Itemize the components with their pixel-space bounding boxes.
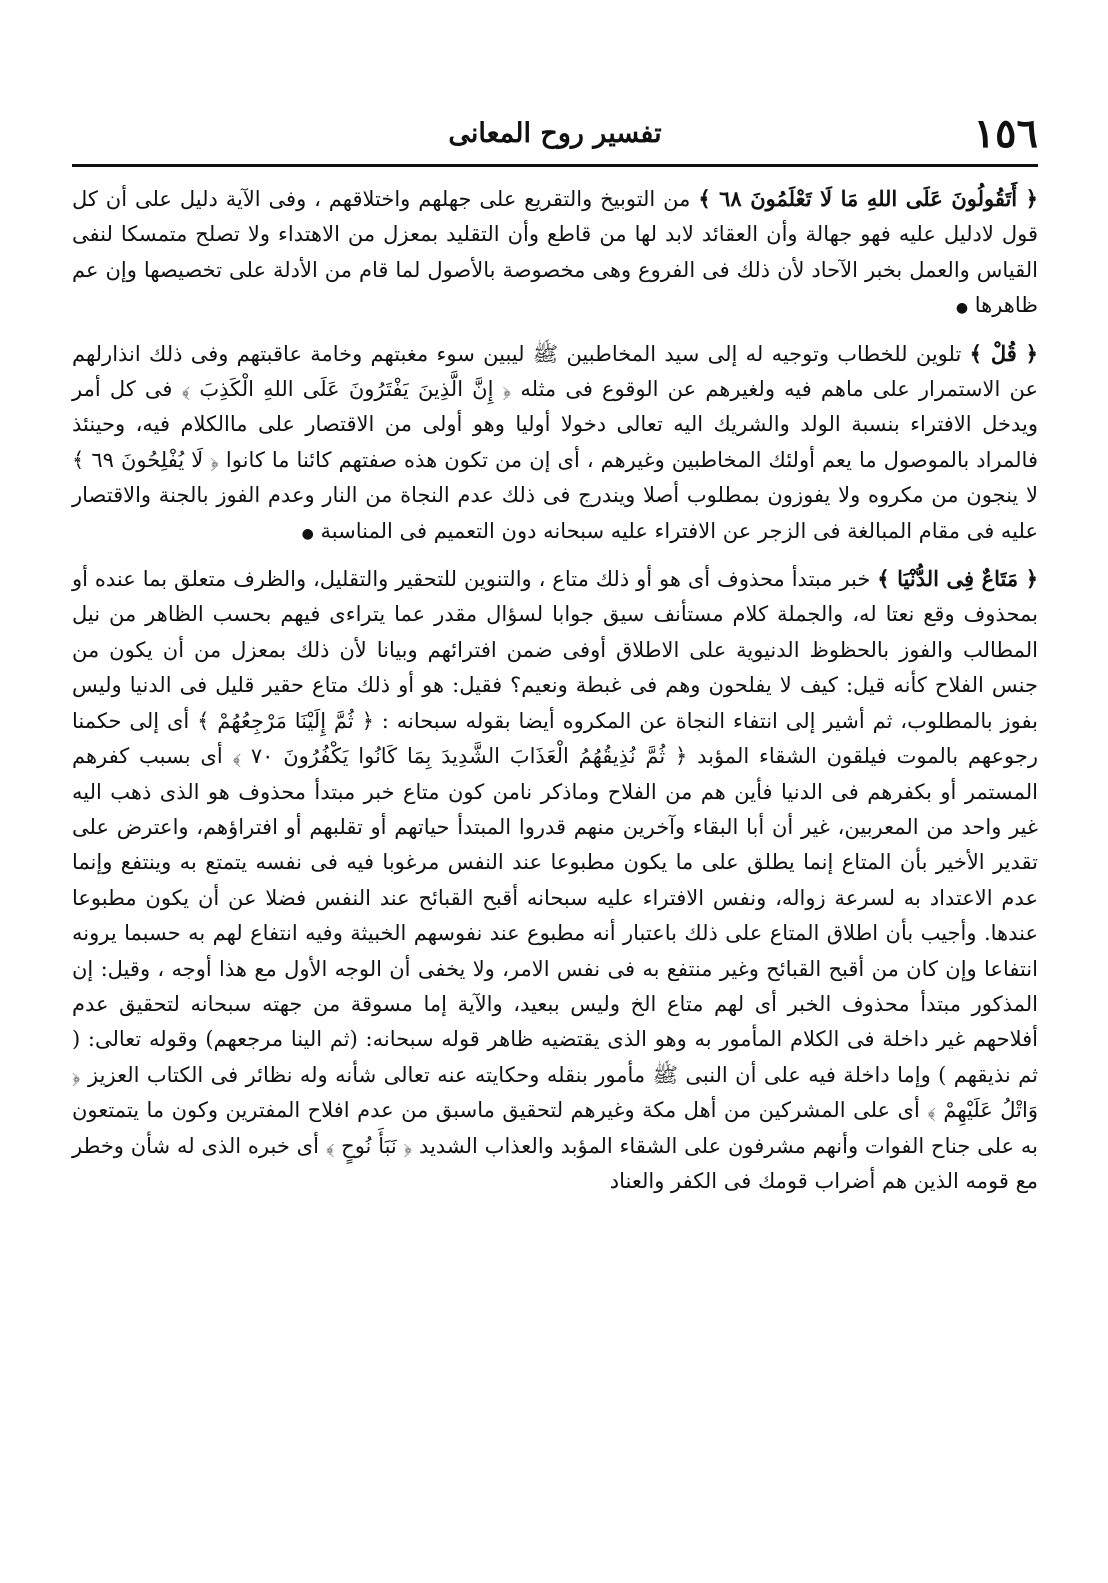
quran-quote: ﴿ مَتَاعٌ فِى الدُّنْيَا ﴾: [877, 566, 1039, 592]
paragraph-end-mark: ●: [301, 525, 314, 542]
running-title: تفسير روح المعانى: [448, 118, 662, 149]
paragraph-text: من التوبيخ والتقريع على جهلهم واختلاقهم ، وفى الآية دليل على أن كل قول لادليل عليه فهو جهالة وأن العقائد لابد لها من قاطع وأن التقليد بمعزل من الاهتداء ولا تصلح متمسكا لنفى القياس والعمل بخبر الآحاد لأن ذلك فى الفروع وهى مخصوصة بالأصول لما قام من الأدلة على تخصيصها وإن عم ظاهرها: [72, 187, 1038, 318]
header-rule: [72, 164, 1038, 167]
paragraph: [72, 561, 1038, 1202]
page-body: [72, 181, 1038, 1202]
page-header: [72, 108, 1038, 160]
paragraph: [72, 181, 1038, 327]
paragraph-text: تلوين للخطاب وتوجيه له إلى سيد المخاطبين ﷺ ليبين سوء مغبتهم وخامة عاقبتهم وفى ذلك انذارلهم عن الاستمرار على ماهم فيه ولغيرهم عن الوقوع فى مثله ﴿ إِنَّ الَّذِينَ يَفْتَرُونَ عَلَى اللهِ الْكَذِبَ ﴾ فى كل أمر ويدخل الافتراء بنسبة الولد والشريك اليه تعالى دخولا أوليا وهو أولى من الاقتصار على ماالكلام فيه، وحينئذ فالمراد بالموصول ما يعم أولئك المخاطبين وغيرهم ، أى إن من تكون هذه صفتهم كائنا ما كانوا ﴿ لَا يُفْلِحُونَ ٦٩ ﴾ لا ينجون من مكروه ولا يفوزون بمطلوب أصلا ويندرج فى ذلك عدم النجاة من النار وعدم الفوز بالجنة والاقتصار عليه فى مقام المبالغة فى الزجر عن الافتراء عليه سبحانه دون التعميم فى المناسبة: [72, 341, 1038, 543]
paragraph-text: خبر مبتدأ محذوف أى هو أو ذلك متاع ، والتنوين للتحقير والتقليل، والظرف متعلق بما عنده أو بمحذوف وقع نعتا له، والجملة كلام مستأنف سيق جوابا لسؤال مقدر عما يتراءى فيهم بحسب الظاهر من نيل المطالب والفوز بالحظوظ الدنيوية على الاطلاق أوفى ضمن افترائهم وبيانا لأن ذلك بمعزل من أن يكون من جنس الفلاح كأنه قيل: كيف لا يفلحون وهم فى غبطة ونعيم؟ فقيل: هو أو ذلك متاع حقير قليل فى الدنيا وليس بفوز بالمطلوب، ثم أشير إلى انتفاء النجاة عن المكروه أيضا بقوله سبحانه : ﴿ ثُمَّ إِلَيْنَا مَرْجِعُهُمْ ﴾ أى إلى حكمنا رجوعهم بالموت فيلقون الشقاء المؤبد ﴿ ثُمَّ نُذِيقُهُمُ الْعَذَابَ الشَّدِيدَ بِمَا كَانُوا يَكْفُرُونَ ٧٠ ﴾ أى بسبب كفرهم المستمر أو بكفرهم فى الدنيا فأين هم من الفلاح وماذكر نامن كون متاع خبر مبتدأ محذوف هو الذى ذهب اليه غير واحد من المعربين، غير أن أبا البقاء وآخرين منهم قدروا المبتدأ حياتهم أو تقلبهم أو افتراؤهم، واعترض على تقدير الأخير بأن المتاع إنما يطلق على ما يكون مطبوعا عند النفس مرغوبا فيه فى نفسه يتمتع به وينتفع وإنما عدم الاعتداد به لسرعة زواله، ونفس الافتراء عليه سبحانه أقبح القبائح عند النفس فضلا عن أن يكون مطبوعا عندها. وأجيب بأن اطلاق المتاع على ذلك باعتبار أنه مطبوع عند نفوسهم الخبيثة وفيه انتفاع لهم به حسبما يرونه انتفاعا وإن كان من أقبح القبائح وغير منتفع به فى نفس الامر، ولا يخفى أن الوجه الأول مع هذا أوجه ، وقيل: إن المذكور مبتدأ محذوف الخبر أى لهم متاع الخ وليس ببعيد، والآية إما مسوقة من جهته سبحانه لتحقيق عدم أفلاحهم غير داخلة فى الكلام المأمور به وهو الذى يقتضيه ظاهر قوله سبحانه: (ثم الينا مرجعهم) وقوله تعالى: ( ثم نذيقهم ) وإما داخلة فيه على أن النبى ﷺ مأمور بنقله وحكايته عنه تعالى شأنه وله نظائر فى الكتاب العزيز ﴿ وَاتْلُ عَلَيْهِمْ ﴾ أى على المشركين من أهل مكة وغيرهم لتحقيق ماسبق من عدم افلاح المفترين وكون ما يتمتعون به على جناح الفوات وأنهم مشرفون على الشقاء المؤبد والعذاب الشديد ﴿ نَبَأَ نُوحٍ ﴾ أى خبره الذى له شأن وخطر مع قومه الذين هم أضراب قومك فى الكفر والعناد: [72, 567, 1039, 1193]
quran-quote: ﴿ أَتَقُولُونَ عَلَى اللهِ مَا لَا تَعْلَمُونَ ٦٨ ﴾: [698, 186, 1038, 211]
book-page: [72, 108, 1038, 1202]
quran-quote: ﴿ قُلْ ﴾: [969, 340, 1038, 366]
paragraph-end-mark: ●: [955, 300, 969, 317]
paragraph: [72, 336, 1038, 552]
page-number: ١٥٦: [973, 110, 1038, 157]
